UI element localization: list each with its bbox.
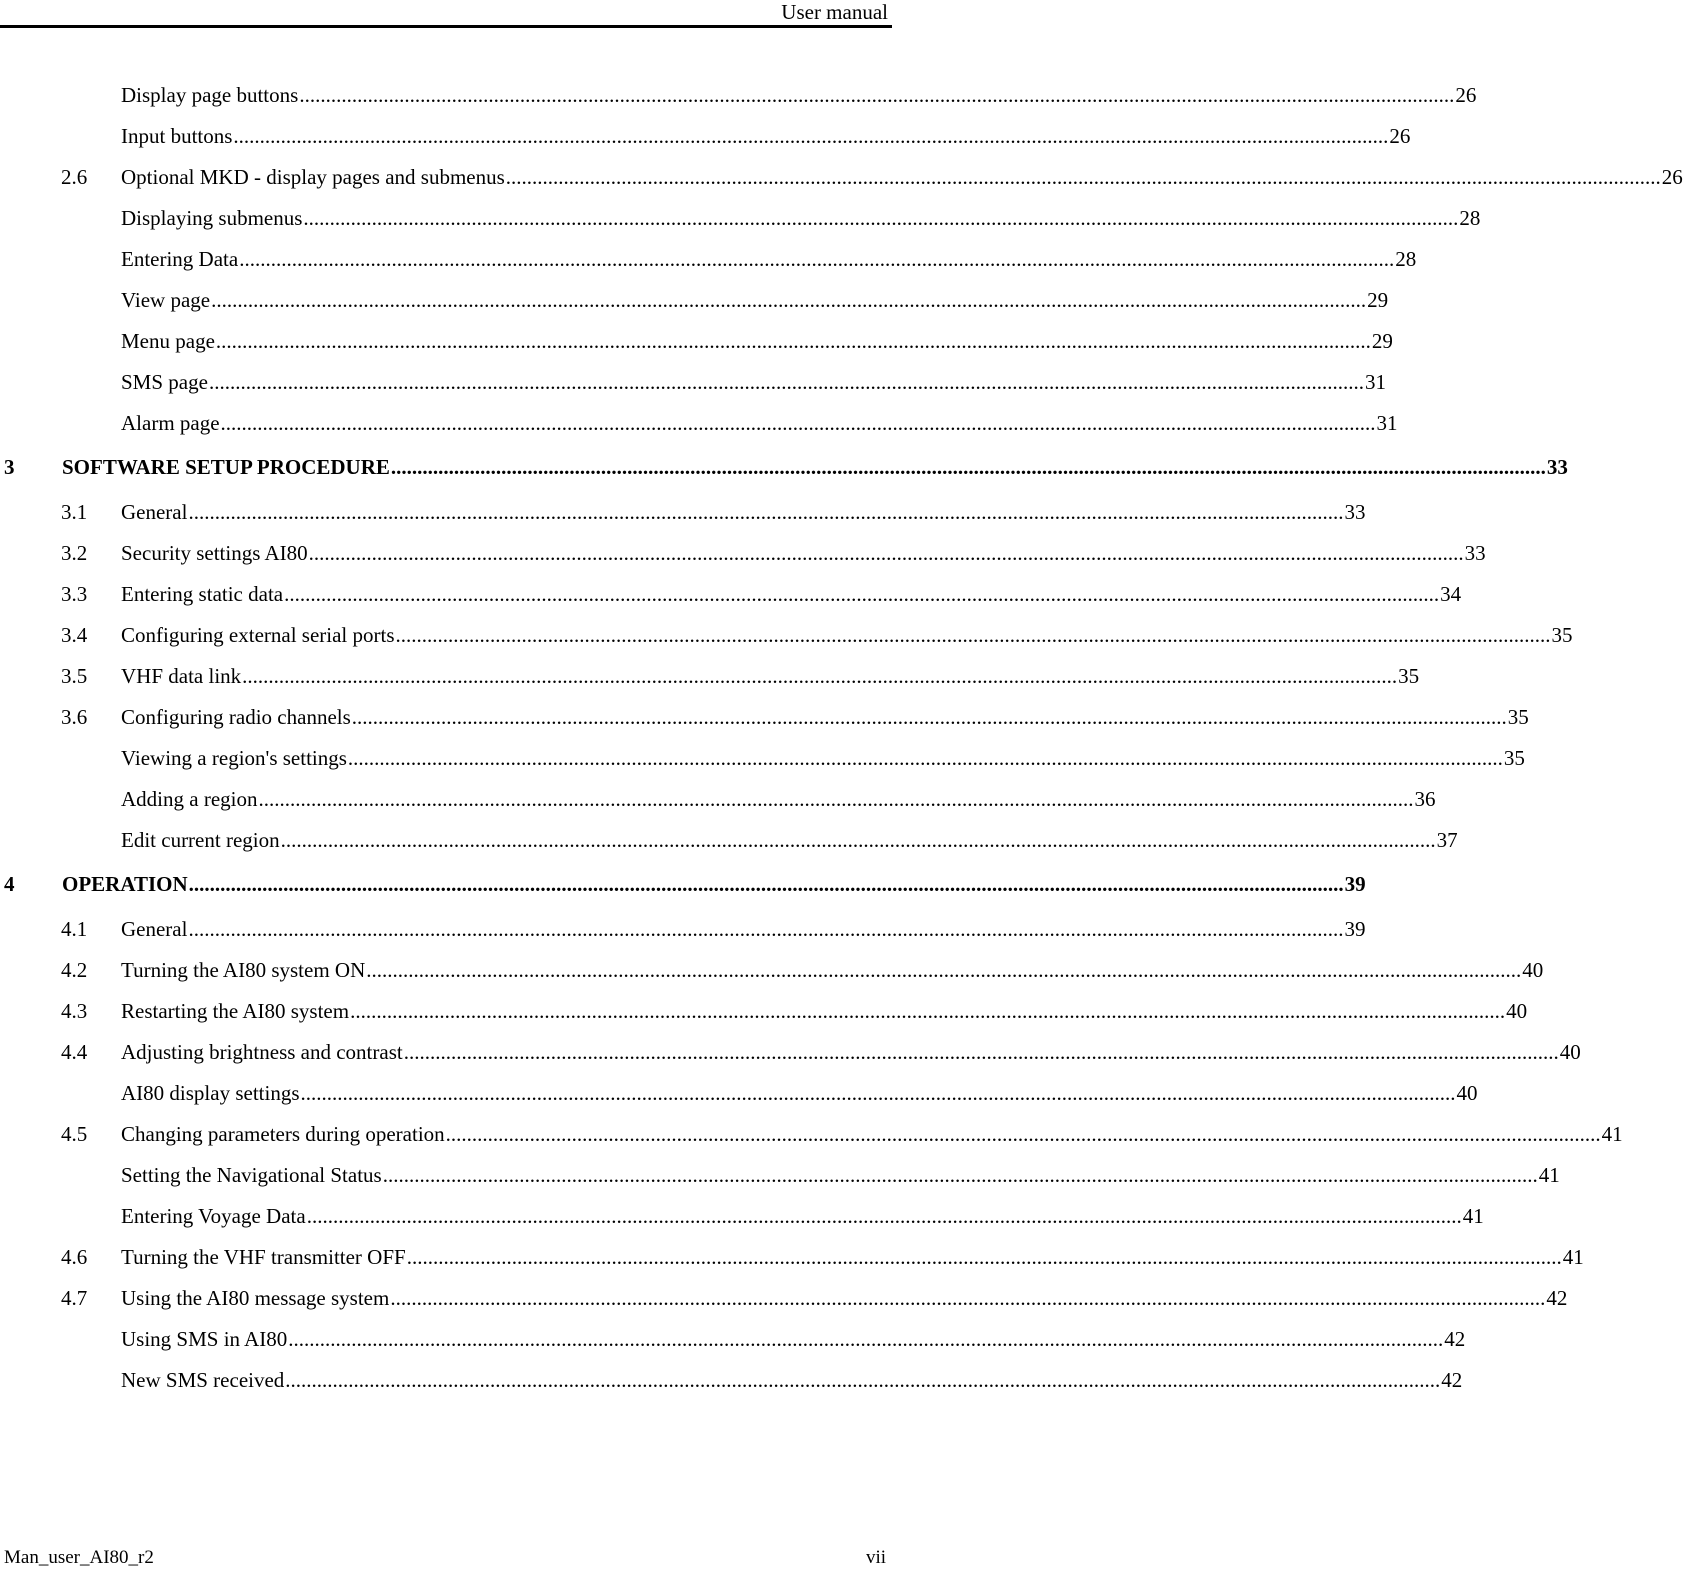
toc-dot-leader: ............................................................................................................................................................................................................................ xyxy=(395,623,1551,647)
toc-entry-title: Setting the Navigational Status xyxy=(121,1163,382,1187)
toc-entry-row xyxy=(121,825,1458,855)
toc-entry[interactable] xyxy=(0,955,1544,985)
toc-entry-title: Security settings AI80 xyxy=(121,541,308,565)
toc-entry[interactable] xyxy=(0,1037,1581,1067)
toc-dot-leader: ............................................................................................................................................................................................................................ xyxy=(382,1163,1538,1187)
toc-dot-leader: ............................................................................................................................................................................................................................ xyxy=(242,664,1398,688)
toc-entry-title: Configuring external serial ports xyxy=(121,623,395,647)
toc-entry-row xyxy=(121,1078,1478,1108)
toc-entry-title: New SMS received xyxy=(121,1368,285,1392)
toc-entry-title: Displaying submenus xyxy=(121,206,303,230)
toc-entry-title: Input buttons xyxy=(121,124,233,148)
toc-dot-leader: ............................................................................................................................................................................................................................ xyxy=(239,247,1395,271)
toc-entry-page: 28 xyxy=(1459,206,1481,230)
toc-chapter[interactable] xyxy=(0,869,1366,899)
toc-entry-row xyxy=(121,1201,1484,1231)
toc-entry-title: Optional MKD - display pages and submenus xyxy=(121,165,505,189)
toc-entry-row xyxy=(121,579,1462,609)
toc-entry-number: 4.5 xyxy=(61,1122,88,1146)
toc-entry[interactable] xyxy=(0,996,1528,1026)
toc-entry-number: 3 xyxy=(4,455,15,479)
toc-entry-row xyxy=(62,452,1568,482)
toc-entry-row xyxy=(121,162,1683,192)
toc-entry[interactable] xyxy=(0,702,1529,732)
toc-entry-page: 34 xyxy=(1440,582,1462,606)
toc-entry-number: 4 xyxy=(4,872,15,896)
toc-entry-row xyxy=(121,784,1436,814)
toc-entry-title: Restarting the AI80 system xyxy=(121,999,350,1023)
toc-entry[interactable] xyxy=(0,620,1573,650)
toc-entry-number: 3.6 xyxy=(61,705,88,729)
toc-entry-page: 26 xyxy=(1661,165,1683,189)
toc-entry-title: Changing parameters during operation xyxy=(121,1122,445,1146)
toc-entry[interactable] xyxy=(0,825,1458,855)
toc-entry-row xyxy=(121,80,1477,110)
toc-entry-title: Configuring radio channels xyxy=(121,705,351,729)
toc-entry-page: 41 xyxy=(1462,1204,1484,1228)
toc-entry-number: 2.6 xyxy=(61,165,88,189)
toc-entry-page: 35 xyxy=(1551,623,1573,647)
toc-entry-title: Viewing a region's settings xyxy=(121,746,347,770)
toc-entry-title: Using SMS in AI80 xyxy=(121,1327,288,1351)
toc-entry-row xyxy=(121,1119,1623,1149)
toc-entry-title: Entering Data xyxy=(121,247,239,271)
toc-entry-row xyxy=(121,996,1528,1026)
toc-dot-leader: ............................................................................................................................................................................................................................ xyxy=(306,1204,1462,1228)
toc-entry-title: General xyxy=(121,500,188,524)
toc-dot-leader: ............................................................................................................................................................................................................................ xyxy=(303,206,1459,230)
toc-entry[interactable] xyxy=(0,1160,1560,1190)
toc-entry-page: 41 xyxy=(1601,1122,1623,1146)
toc-entry-page: 26 xyxy=(1455,83,1477,107)
toc-entry-row xyxy=(121,244,1417,274)
toc-dot-leader: ............................................................................................................................................................................................................................ xyxy=(350,999,1506,1023)
toc-dot-leader: ............................................................................................................................................................................................................................ xyxy=(211,288,1367,312)
toc-entry-row xyxy=(121,497,1366,527)
toc-entry-row xyxy=(121,702,1529,732)
toc-entry-title: Menu page xyxy=(121,329,215,353)
toc-entry-page: 33 xyxy=(1546,455,1568,479)
toc-dot-leader: ............................................................................................................................................................................................................................ xyxy=(505,165,1661,189)
toc-entry-page: 40 xyxy=(1506,999,1528,1023)
toc-entry-row xyxy=(121,743,1525,773)
toc-entry-row xyxy=(121,1324,1466,1354)
toc-entry[interactable] xyxy=(0,1078,1478,1108)
toc-entry-page: 31 xyxy=(1376,411,1398,435)
toc-entry-row xyxy=(121,367,1386,397)
toc-entry-title: Using the AI80 message system xyxy=(121,1286,390,1310)
toc-entry-page: 31 xyxy=(1364,370,1386,394)
toc-entry[interactable] xyxy=(0,914,1366,944)
toc-entry-row xyxy=(121,121,1411,151)
toc-entry-page: 41 xyxy=(1562,1245,1584,1269)
toc-entry-row xyxy=(121,203,1481,233)
toc-entry-page: 28 xyxy=(1395,247,1417,271)
toc-entry-page: 29 xyxy=(1371,329,1393,353)
toc-dot-leader: ............................................................................................................................................................................................................................ xyxy=(403,1040,1559,1064)
toc-dot-leader: ............................................................................................................................................................................................................................ xyxy=(445,1122,1601,1146)
toc-entry-number: 4.4 xyxy=(61,1040,88,1064)
toc-entry-number: 3.2 xyxy=(61,541,88,565)
toc-entry-page: 39 xyxy=(1344,872,1366,896)
toc-entry-number: 3.3 xyxy=(61,582,88,606)
toc-entry-page: 35 xyxy=(1398,664,1420,688)
toc-dot-leader: ............................................................................................................................................................................................................................ xyxy=(390,455,1546,479)
header-rule xyxy=(0,25,892,28)
toc-entry-title: General xyxy=(121,917,188,941)
toc-entry[interactable] xyxy=(0,1283,1568,1313)
toc-entry-page: 33 xyxy=(1464,541,1486,565)
toc-entry-title: Alarm page xyxy=(121,411,220,435)
toc-entry-page: 33 xyxy=(1344,500,1366,524)
toc-entry-page: 37 xyxy=(1436,828,1458,852)
toc-entry-title: Display page buttons xyxy=(121,83,299,107)
toc-entry[interactable] xyxy=(0,1119,1623,1149)
toc-dot-leader: ............................................................................................................................................................................................................................ xyxy=(285,1368,1441,1392)
toc-entry[interactable] xyxy=(0,784,1436,814)
toc-dot-leader: ............................................................................................................................................................................................................................ xyxy=(188,917,1344,941)
toc-dot-leader: ............................................................................................................................................................................................................................ xyxy=(288,1327,1444,1351)
toc-entry-row xyxy=(121,538,1486,568)
toc-entry-row xyxy=(121,1160,1560,1190)
toc-entry-title: Adjusting brightness and contrast xyxy=(121,1040,403,1064)
toc-dot-leader: ............................................................................................................................................................................................................................ xyxy=(406,1245,1562,1269)
toc-entry-title: OPERATION xyxy=(62,872,188,896)
toc-entry-number: 4.1 xyxy=(61,917,88,941)
header-title: User manual xyxy=(781,0,888,24)
toc-entry-number: 3.5 xyxy=(61,664,88,688)
toc-entry-title: AI80 display settings xyxy=(121,1081,300,1105)
toc-entry-row xyxy=(62,869,1366,899)
toc-entry-number: 4.3 xyxy=(61,999,88,1023)
toc-entry-title: Turning the VHF transmitter OFF xyxy=(121,1245,406,1269)
toc-dot-leader: ............................................................................................................................................................................................................................ xyxy=(308,541,1464,565)
toc-entry-row xyxy=(121,1242,1584,1272)
toc-entry-title: SMS page xyxy=(121,370,208,394)
toc-entry-page: 42 xyxy=(1441,1368,1463,1392)
toc-entry-row xyxy=(121,955,1544,985)
toc-entry[interactable] xyxy=(0,121,1411,151)
toc-entry-page: 29 xyxy=(1367,288,1389,312)
toc-entry[interactable] xyxy=(0,661,1420,691)
toc-chapter[interactable] xyxy=(0,452,1568,482)
toc-dot-leader: ............................................................................................................................................................................................................................ xyxy=(220,411,1376,435)
toc-entry-number: 3.4 xyxy=(61,623,88,647)
toc-entry-page: 35 xyxy=(1507,705,1529,729)
toc-entry-number: 4.2 xyxy=(61,958,88,982)
toc-dot-leader: ............................................................................................................................................................................................................................ xyxy=(188,500,1344,524)
toc-entry[interactable] xyxy=(0,408,1398,438)
toc-entry-row xyxy=(121,1037,1581,1067)
toc-dot-leader: ............................................................................................................................................................................................................................ xyxy=(390,1286,1546,1310)
toc-entry-number: 4.7 xyxy=(61,1286,88,1310)
toc-entry[interactable] xyxy=(0,743,1525,773)
toc-entry[interactable] xyxy=(0,1365,1463,1395)
toc-entry-title: View page xyxy=(121,288,211,312)
toc-dot-leader: ............................................................................................................................................................................................................................ xyxy=(284,582,1440,606)
toc-entry-row xyxy=(121,1365,1463,1395)
toc-entry-title: Adding a region xyxy=(121,787,258,811)
toc-dot-leader: ............................................................................................................................................................................................................................ xyxy=(215,329,1371,353)
toc-entry-title: Edit current region xyxy=(121,828,280,852)
toc-entry-title: Entering static data xyxy=(121,582,284,606)
toc-dot-leader: ............................................................................................................................................................................................................................ xyxy=(188,872,1344,896)
toc-dot-leader: ............................................................................................................................................................................................................................ xyxy=(299,83,1455,107)
toc-entry-page: 42 xyxy=(1444,1327,1466,1351)
toc-entry-number: 3.1 xyxy=(61,500,88,524)
toc-entry[interactable] xyxy=(0,1201,1484,1231)
toc-dot-leader: ............................................................................................................................................................................................................................ xyxy=(300,1081,1456,1105)
toc-entry[interactable] xyxy=(0,497,1366,527)
toc-entry[interactable] xyxy=(0,285,1389,315)
toc-entry[interactable] xyxy=(0,203,1481,233)
toc-entry-row xyxy=(121,620,1573,650)
toc-entry[interactable] xyxy=(0,1324,1466,1354)
toc-entry-number: 4.6 xyxy=(61,1245,88,1269)
toc-dot-leader: ............................................................................................................................................................................................................................ xyxy=(280,828,1436,852)
toc-entry-page: 35 xyxy=(1503,746,1525,770)
toc-entry-page: 40 xyxy=(1559,1040,1581,1064)
toc-entry-row xyxy=(121,326,1393,356)
toc-entry-page: 41 xyxy=(1538,1163,1560,1187)
toc-dot-leader: ............................................................................................................................................................................................................................ xyxy=(351,705,1507,729)
toc-entry[interactable] xyxy=(0,579,1462,609)
toc-dot-leader: ............................................................................................................................................................................................................................ xyxy=(366,958,1522,982)
toc-entry-row xyxy=(121,661,1420,691)
toc-entry-title: Entering Voyage Data xyxy=(121,1204,306,1228)
toc-entry[interactable] xyxy=(0,538,1486,568)
toc-dot-leader: ............................................................................................................................................................................................................................ xyxy=(347,746,1503,770)
toc-entry-title: VHF data link xyxy=(121,664,242,688)
toc-dot-leader: ............................................................................................................................................................................................................................ xyxy=(233,124,1389,148)
toc-entry-row xyxy=(121,285,1389,315)
toc-entry[interactable] xyxy=(0,80,1477,110)
toc-entry[interactable] xyxy=(0,162,1683,192)
toc-entry-page: 36 xyxy=(1414,787,1436,811)
toc-entry[interactable] xyxy=(0,326,1393,356)
toc-entry-page: 42 xyxy=(1546,1286,1568,1310)
toc-entry-page: 26 xyxy=(1389,124,1411,148)
toc-entry[interactable] xyxy=(0,244,1417,274)
toc-entry-page: 39 xyxy=(1344,917,1366,941)
toc-dot-leader: ............................................................................................................................................................................................................................ xyxy=(208,370,1364,394)
footer-page-number: vii xyxy=(865,1547,886,1568)
toc-entry-row xyxy=(121,408,1398,438)
toc-entry[interactable] xyxy=(0,367,1386,397)
toc-entry-title: Turning the AI80 system ON xyxy=(121,958,366,982)
toc-entry-page: 40 xyxy=(1522,958,1544,982)
footer-doc-id: Man_user_AI80_r2 xyxy=(4,1547,154,1568)
toc-entry-row xyxy=(121,1283,1568,1313)
toc-entry-page: 40 xyxy=(1456,1081,1478,1105)
toc-entry-row xyxy=(121,914,1366,944)
toc-entry-title: SOFTWARE SETUP PROCEDURE xyxy=(62,455,390,479)
toc-entry[interactable] xyxy=(0,1242,1584,1272)
toc-dot-leader: ............................................................................................................................................................................................................................ xyxy=(258,787,1414,811)
